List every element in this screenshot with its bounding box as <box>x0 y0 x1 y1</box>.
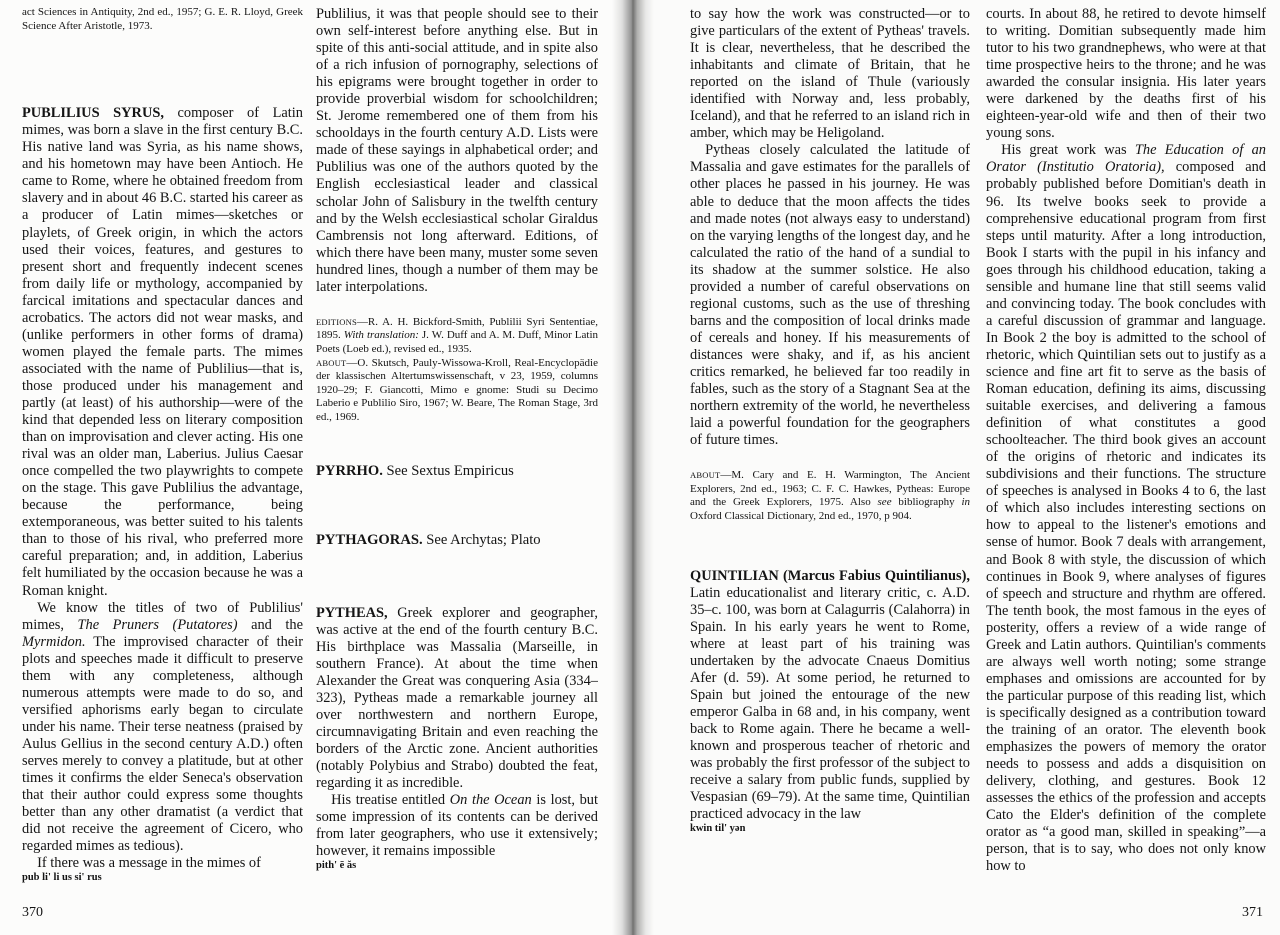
pronunciation-quintilian: kwin til' yən <box>690 823 746 835</box>
about-label: ABOUT <box>316 357 347 368</box>
entry-quintilian: QUINTILIAN (Marcus Fabius Quintilianus), Latin educationalist and literary critic, c. A.D. 35–c. 100, was born at Calagurris (Calahorra) in Spain. In his early years he went to Rome, where at least part of his training was undertaken by the advocate Cnaeus Domitius Afer (d. 59). At some period, he returned to Spain but joined the entourage of the new emperor Galba in 68 and, in his company, went back to Rome again. There he became a well-known and prosperous teacher of rhetoric and was probably the first professor of the subject to receive a salary from public funds, supplied by Vespasian (69–79). At the same time, Quintilian practiced advocacy in the law <box>690 567 970 823</box>
headword-pythagoras: PYTHAGORAS. <box>316 531 423 548</box>
entry-pytheas: PYTHEAS, Greek explorer and geographer, was active at the end of the fourth century B.C. His birthplace was Massalia (Marseille, in southern France). At about the time when Alexander the Great was conquering Asia (334–323), Pytheas made a remarkable journey all over northwestern and northern Europe, circumnavigating Britain and even reaching the borders of the Arctic zone. Ancient authorities (notably Polybius and Strabo) doubted the feat, regarding it as incredible. <box>316 604 598 792</box>
pytheas-paragraph-2: His treatise entitled On the Ocean is lost, but some impression of its contents can be derived from later geographers, who use it extensively; however, it remains impossible <box>316 792 598 860</box>
page-number-right: 371 <box>1242 905 1263 920</box>
publilius-paragraph-3: If there was a message in the mimes of <box>37 855 261 872</box>
pytheas-continuation: to say how the work was constructed—or to give particulars of the extent of Pytheas' travels. It is clear, nevertheless, that he described the inhabitants and climate of Britain, that he reported on the island of Thule (variously identified with Norway and, less probably, Iceland), and that he referred to an island rich in amber, which may be Heligoland. <box>690 6 970 142</box>
about-label: ABOUT <box>690 470 721 481</box>
entry-pyrrho: PYRRHO. See Sextus Empiricus <box>316 462 514 479</box>
entry-publilius-syrus: PUBLILIUS SYRUS, composer of Latin mimes, was born a slave in the first century B.C. His native land was Syria, as his name shows, and his hometown may have been Antioch. He came to Rome, where he obtained freedom from slavery and in about 46 B.C. started his career as a producer of Latin mimes—sketches or playlets, of Greek origin, in which the actors used their voices, features, and gestures to present short and frequently indecent scenes from daily life or mythology, accompanied by farcical imitations and spectacular dances and acrobatics. The actors did not wear masks, and (unlike performers in other forms of drama) women played the female parts. The mimes associated with the name of Publilius—that is, those produced under his management and partly (at least) of his authorship—were of the kind that depended less on literary composition than on improvisation and clever acting. His one rival was an older man, Laberius. Julius Caesar once compelled the two playwrights to compete on the stage. This gave Publilius the advantage, because the performance, being extemporaneous, was better suited to his talents than to those of his rival, who preferred more careful preparation; and, in addition, Laberius felt humiliated by the occasion because he was a Roman knight. <box>22 105 303 599</box>
title-education-of-an-orator: The Education of an Orator (Institutio Oratoria), <box>986 142 1266 176</box>
editions-label: EDITIONS <box>316 316 357 327</box>
page-number-left: 370 <box>22 905 43 920</box>
right-column-2 <box>986 6 1266 898</box>
quintilian-paragraph-2: His great work was The Education of an Orator (Institutio Oratoria), composed and probably published before Domitian's death in 96. Its twelve books seek to provide a comprehensive educational program from first steps until maturity. After a long introduction, Book I starts with the pupil in his infancy and goes through his childhood education, taking a sensible and humane line that still seems valid and convincing today. The book concludes with a careful discussion of grammar and language. In Book 2 the boy is admitted to the school of rhetoric, which Quintilian sets out to justify as a science and fine art fit to serve as the basis of Roman education, defining its aims, discussing suitable exercises, and delivering a famous definition of what constitutes a good schoolteacher. The third book gives an account of the origins of rhetoric and indicates its subdivisions and their functions. The structure of speeches is analysed in Books 4 to 6, the last of which also includes interesting sections on how to appeal to the listener's emotions and sense of humor. Book 7 deals with arrangement, and Book 8 with style, the discussion of which continues in Book 9, where analyses of figures of speech and structure and rhythm are offered. The tenth book, the most famous in the eyes of posterity, offers a review of a wide range of Greek and Latin authors. Quintilian's comments are always well worth noting; some strange emphases and omissions are accounted for by the particular purpose of this reading list, which is specifically designed as a contribution toward the training of an orator. The eleventh book emphasizes the powers of memory the orator needs to possess and adds a disquisition on delivery, clothing, and gestures. Book 12 assesses the ethics of the profession and accepts Cato the Elder's definition of the complete orator as “a good man, skilled in speaking”—a person, that is to say, who does not only know how to <box>986 142 1266 875</box>
publilius-continuation: Publilius, it was that people should see to their own self-interest before anything else. But in spite of this anti-social attitude, and in spite also of a rich infusion of pornography, selections of his epigrams were brought together in order to provide proverbial wisdom for schoolchildren; St. Jerome remembered one of them from his schooldays in the fourth century A.D. Lists were made of these sayings in alphabetical order; and Publilius was one of the authors quoted by the English ecclesiastical leader and classical scholar John of Salisbury in the twelfth century and by the Welsh ecclesiastical scholar Giraldus Cambrensis not long afterward. Editions, of which there have been many, muster some seven hundred lines, though a number of them may be later interpolations. <box>316 6 598 295</box>
right-column-1 <box>690 6 970 898</box>
publilius-paragraph-2: We know the titles of two of Publilius' mimes, The Pruners (Putatores) and the Myrmidon. The improvised character of their plots and speeches made it difficult to preserve them with any completeness, although numerous attempts were made to do so, and versified aphorisms early began to circulate under his name. Their terse neatness (praised by Aulus Gellius in the second century A.D.) often serves merely to convey a platitude, but at other times it confirms the elder Seneca's observation that their author could express some thoughts better than any other dramatist (a verdict that did not receive the agreement of Cicero, who regarded mimes as tedious). <box>22 599 303 855</box>
title-on-the-ocean: On the Ocean <box>449 792 532 809</box>
entry-pythagoras: PYTHAGORAS. See Archytas; Plato <box>316 531 541 548</box>
editions-note: EDITIONS—R. A. H. Bickford-Smith, Publilii Syri Sententiae, 1895. With translation: J. W. Duff and A. M. Duff, Minor Latin Poets (Loeb ed.), revised ed., 1935. <box>316 315 598 355</box>
pytheas-paragraph-3: Pytheas closely calculated the latitude of Massalia and gave estimates for the parallels of other places he passed in his journey. He was able to deduce that the moon affects the tides and made notes (not always easy to understand) on the varying lengths of the longest day, and he calculated the ratio of the hand of a sundial to its shadow at the summer solstice. He also provided a number of careful observations on regional customs, such as the use of threshing barns and the composition of local drinks made of cereals and honey. If his measurements of distances were shaky, and if, as his ancient critics remarked, he believed far too readily in fables, such as the story of a Stagnant Sea at the northern extremity of the world, he nevertheless laid a powerful foundation for the geographers of future times. <box>690 142 970 449</box>
title-the-pruners: The Pruners (Putatores) <box>77 616 238 633</box>
headword-pytheas: PYTHEAS, <box>316 604 388 621</box>
about-note-publilius: ABOUT—O. Skutsch, Pauly-Wissowa-Kroll, Real-Encyclopädie der klassischen Altertumswissenschaft, v 23, 1959, columns 1920–29; F. Giancotti, Mimo e gnome: Studi su Decimo Laberio e Publilio Siro, 1967; W. Beare, The Roman Stage, 3rd ed., 1969. <box>316 356 598 423</box>
bibliography-continuation: act Sciences in Antiquity, 2nd ed., 1957; G. E. R. Lloyd, Greek Science After Aristotle, 1973. <box>22 6 303 32</box>
about-note-pytheas: ABOUT—M. Cary and E. H. Warmington, The Ancient Explorers, 2nd ed., 1963; C. F. C. Hawkes, Pytheas: Europe and the Greek Explorers, 1975. Also see bibliography in Oxford Classical Dictionary, 2nd ed., 1970, p 904. <box>690 469 970 522</box>
pronunciation-publilius: pub li' li us si' rus <box>22 872 102 884</box>
title-myrmidon: Myrmidon. <box>22 633 86 650</box>
pronunciation-pytheas: pith' ē ăs <box>316 860 357 872</box>
headword-publilius-syrus: PUBLILIUS SYRUS, <box>22 105 164 122</box>
quintilian-continuation: courts. In about 88, he retired to devote himself to writing. Domitian subsequently made him tutor to his two grandnephews, who were at that time prospective heirs to the throne; and he was awarded the consular insignia. His later years were darkened by the deaths first of his eighteen-year-old wife and then of their two young sons. <box>986 6 1266 142</box>
headword-quintilian: QUINTILIAN (Marcus Fabius Quintilianus), <box>690 567 970 584</box>
headword-pyrrho: PYRRHO. <box>316 462 383 479</box>
